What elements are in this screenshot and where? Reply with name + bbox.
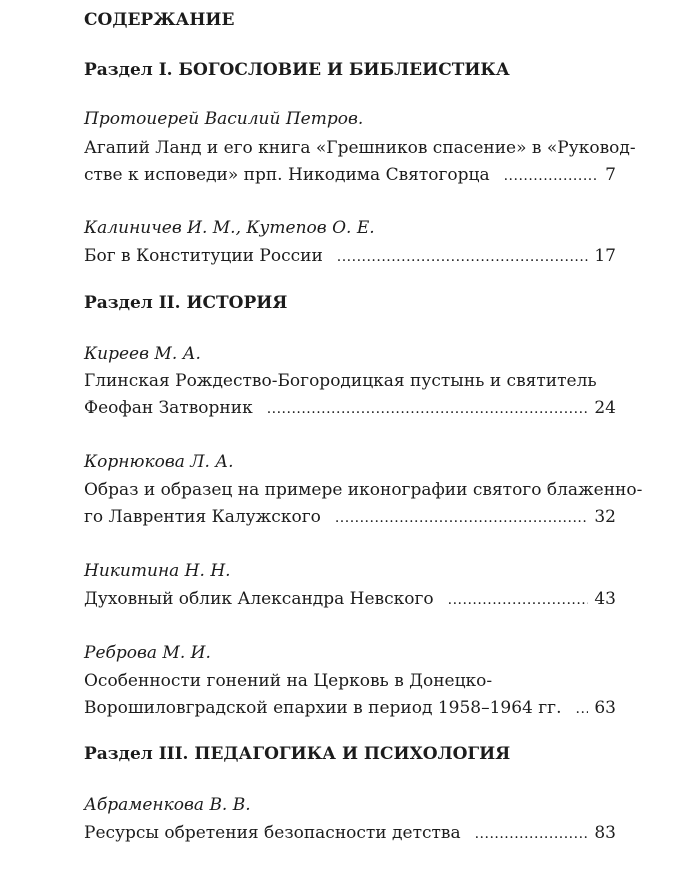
entry-title-line: Агапий Ланд и его книга «Грешников спасение» в «Руковод- (84, 138, 636, 158)
entry-author: Киреев М. А. (84, 344, 201, 364)
toc-entry-link[interactable] (84, 697, 616, 720)
page-number: 24 (594, 398, 616, 418)
entry-author: Протоиерей Василий Петров. (84, 109, 364, 129)
entry-author: Никитина Н. Н. (84, 561, 231, 581)
entry-title-line: Образ и образец на примере иконографии святого блаженно- (84, 480, 643, 500)
entry-author: Корнюкова Л. А. (84, 452, 234, 472)
entry-author: Абраменкова В. В. (84, 795, 251, 815)
toc-entry-link[interactable] (84, 506, 616, 529)
entry-author: Реброва М. И. (84, 643, 211, 663)
toc-entry-link[interactable] (84, 164, 616, 187)
section-heading-3: Раздел III. ПЕДАГОГИКА И ПСИХОЛОГИЯ (84, 744, 511, 764)
toc-title: СОДЕРЖАНИЕ (84, 10, 235, 30)
dot-leader (576, 698, 589, 720)
entry-title-line: Особенности гонений на Церковь в Донецко- (84, 671, 493, 691)
section-heading-2: Раздел II. ИСТОРИЯ (84, 293, 288, 313)
page-number: 43 (594, 589, 616, 609)
page-number: 83 (594, 823, 616, 843)
toc-entry-link[interactable] (84, 397, 616, 420)
dot-leader (475, 823, 589, 845)
entry-title-line: Ресурсы обретения безопасности детства (84, 823, 461, 843)
dot-leader (448, 589, 589, 611)
entry-author: Калиничев И. М., Кутепов О. Е. (84, 218, 375, 238)
entry-title-line: го Лаврентия Калужского (84, 507, 321, 527)
page-number: 7 (605, 165, 616, 185)
dot-leader (337, 246, 589, 268)
toc-entry-link[interactable] (84, 588, 616, 611)
toc-entry-link[interactable] (84, 245, 616, 268)
page-number: 32 (594, 507, 616, 527)
section-heading-1: Раздел I. БОГОСЛОВИЕ И БИБЛЕИСТИКА (84, 60, 510, 80)
entry-title-line: Духовный облик Александра Невского (84, 589, 434, 609)
page-number: 17 (594, 246, 616, 266)
toc-entry-link[interactable] (84, 822, 616, 845)
entry-title-line: Феофан Затворник (84, 398, 253, 418)
page-number: 63 (594, 698, 616, 718)
entry-title-line: Бог в Конституции России (84, 246, 323, 266)
dot-leader (267, 398, 589, 420)
entry-title-line: Ворошиловградской епархии в период 1958–1964 гг. (84, 698, 562, 718)
entry-title-line: Глинская Рождество-Богородицкая пустынь и святитель (84, 371, 597, 391)
dot-leader (504, 165, 600, 187)
entry-title-line: стве к исповеди» прп. Никодима Святогорца (84, 165, 490, 185)
dot-leader (335, 507, 589, 529)
